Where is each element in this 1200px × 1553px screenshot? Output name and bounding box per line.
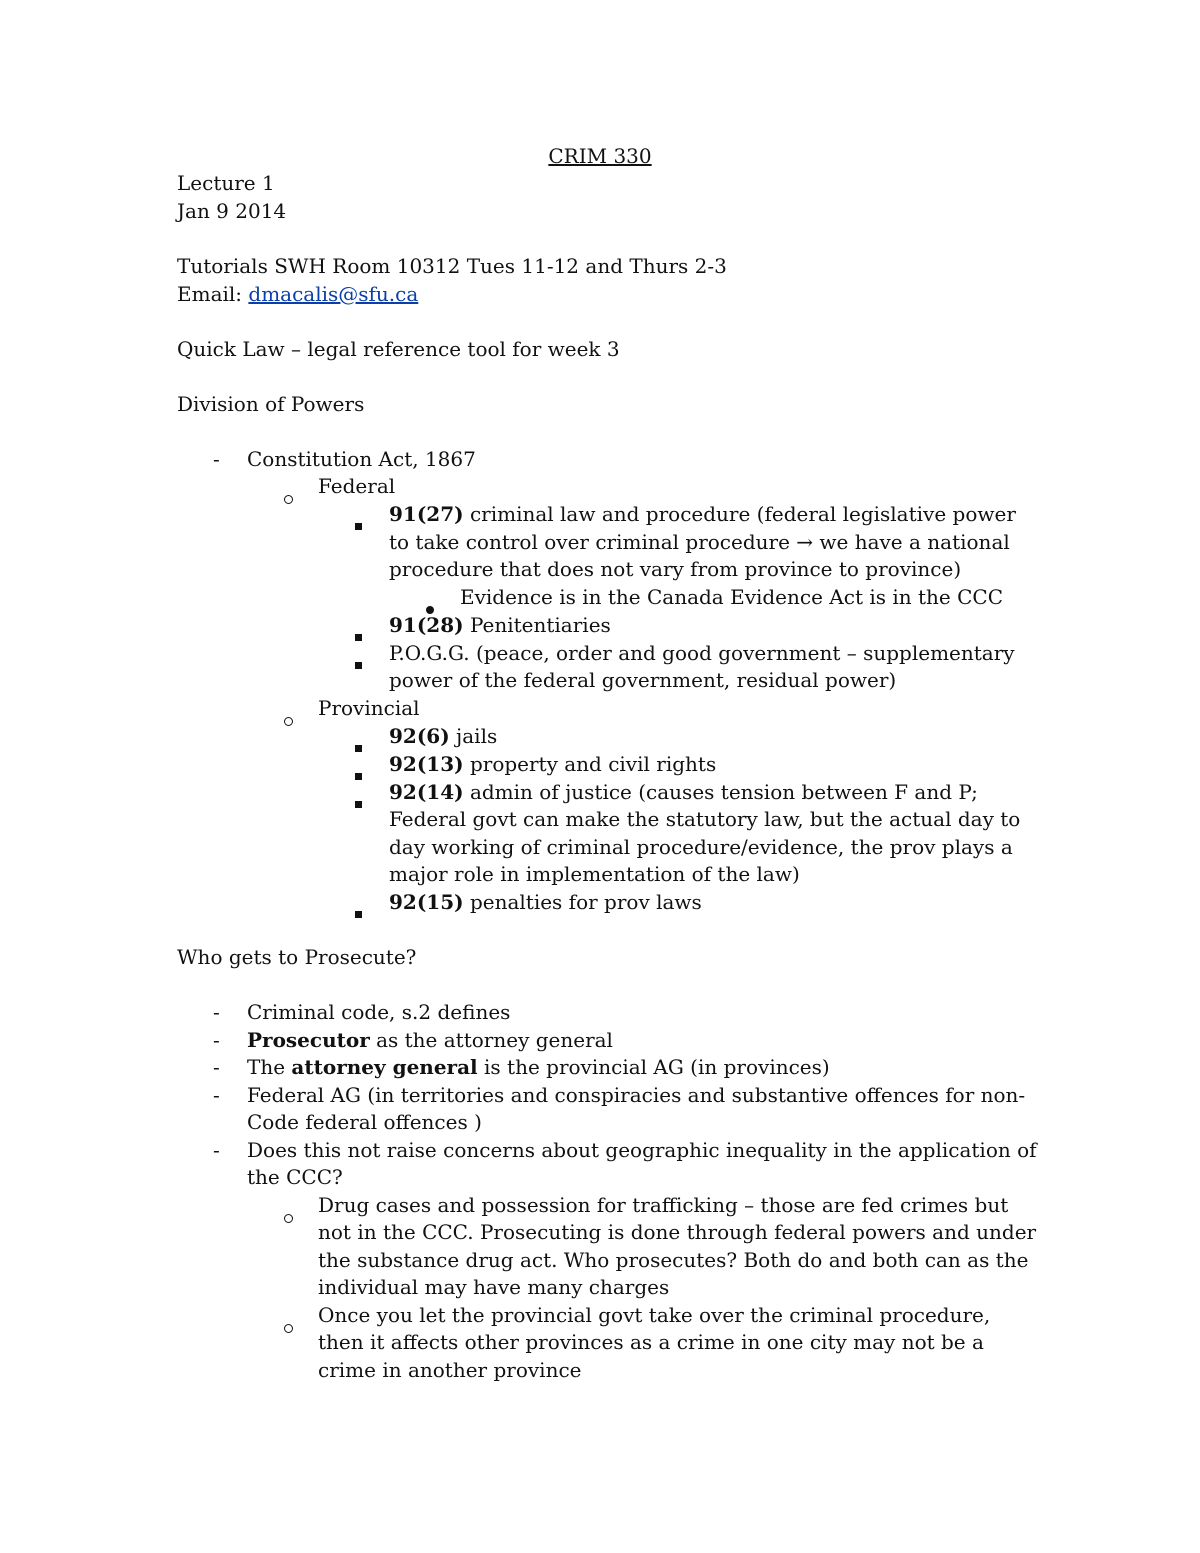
dash-bullet: -	[213, 1000, 220, 1024]
prosecute-heading: Who gets to Prosecute?	[177, 945, 417, 969]
email-label: Email:	[177, 282, 249, 306]
division-heading: Division of Powers	[177, 392, 365, 416]
dash-bullet: -	[213, 1028, 220, 1052]
section-text: property and civil rights	[463, 752, 717, 776]
lecture-date: Jan 9 2014	[177, 199, 287, 223]
dash-bullet: -	[213, 1138, 220, 1162]
section-code: 91(27)	[389, 502, 464, 526]
section-text: penalties for prov laws	[463, 890, 702, 914]
list-item-drug-cases-line4: individual may have many charges	[318, 1275, 670, 1299]
term-prosecutor: Prosecutor	[247, 1028, 370, 1052]
list-item-92-6	[389, 723, 497, 751]
section-text: jails	[449, 724, 498, 748]
term-text: is the provincial AG (in provinces)	[477, 1055, 830, 1079]
section-code: 92(6)	[389, 724, 450, 748]
square-bullet-icon	[355, 649, 362, 677]
section-text: criminal law and procedure (federal legislative power	[463, 502, 1016, 526]
list-item-inequality-line2: the CCC?	[247, 1165, 343, 1189]
tutorials-info: Tutorials SWH Room 10312 Tues 11-12 and Thurs 2-3	[177, 254, 727, 278]
list-item-92-14-line4: major role in implementation of the law)	[389, 862, 800, 886]
square-bullet-icon	[355, 898, 362, 926]
list-item-federal: Federal	[318, 474, 396, 498]
lecture-number: Lecture 1	[177, 171, 275, 195]
list-item-provincial-takeover: Once you let the provincial govt take over the criminal procedure,	[318, 1303, 991, 1327]
term-attorney-general: attorney general	[291, 1055, 478, 1079]
circle-bullet-icon	[284, 484, 293, 512]
list-item-constitution: Constitution Act, 1867	[247, 447, 476, 471]
section-code: 92(15)	[389, 890, 464, 914]
email-link[interactable]: dmacalis@sfu.ca	[248, 282, 419, 306]
square-bullet-icon	[355, 621, 362, 649]
term-prefix: The	[247, 1055, 292, 1079]
list-item-inequality: Does this not raise concerns about geographic inequality in the application of	[247, 1138, 1037, 1162]
dash-bullet: -	[213, 447, 220, 471]
square-bullet-icon	[355, 788, 362, 816]
list-item-91-27-line2: to take control over criminal procedure → we have a national	[389, 530, 1010, 554]
list-item-91-28	[389, 612, 611, 640]
list-item-drug-cases-line2: not in the CCC. Prosecuting is done through federal powers and under	[318, 1220, 1037, 1244]
square-bullet-icon	[355, 732, 362, 760]
section-code: 92(14)	[389, 780, 464, 804]
list-item-evidence: Evidence is in the Canada Evidence Act is in the CCC	[460, 585, 1004, 609]
list-item-drug-cases-line3: the substance drug act. Who prosecutes? Both do and both can as the	[318, 1248, 1029, 1272]
circle-bullet-icon	[284, 1203, 293, 1231]
list-item-92-14	[389, 779, 978, 807]
square-bullet-icon	[355, 510, 362, 538]
list-item-pogg-line2: power of the federal government, residual power)	[389, 668, 897, 692]
list-item-provincial-takeover-line3: crime in another province	[318, 1358, 582, 1382]
circle-bullet-icon	[284, 706, 293, 734]
list-item-91-27-line3: procedure that does not vary from province to province)	[389, 557, 962, 581]
list-item-drug-cases: Drug cases and possession for trafficking – those are fed crimes but	[318, 1193, 1009, 1217]
email-line	[177, 281, 418, 309]
dash-bullet: -	[213, 1083, 220, 1107]
dash-bullet: -	[213, 1055, 220, 1079]
list-item-92-14-line2: Federal govt can make the statutory law, but the actual day to	[389, 807, 1021, 831]
section-text: Penitentiaries	[463, 613, 611, 637]
list-item-92-13	[389, 751, 716, 779]
circle-bullet-icon	[284, 1313, 293, 1341]
list-item-criminal-code: Criminal code, s.2 defines	[247, 1000, 511, 1024]
list-item-attorney-general	[247, 1054, 830, 1082]
quicklaw-line: Quick Law – legal reference tool for week 3	[177, 337, 620, 361]
list-item-federal-ag: Federal AG (in territories and conspiracies and substantive offences for non-	[247, 1083, 1026, 1107]
section-code: 91(28)	[389, 613, 464, 637]
list-item-federal-ag-line2: Code federal offences )	[247, 1110, 482, 1134]
list-item-prosecutor	[247, 1027, 613, 1055]
list-item-pogg: P.O.G.G. (peace, order and good government – supplementary	[389, 641, 1015, 665]
doc-title: CRIM 330	[548, 144, 652, 168]
section-text: admin of justice (causes tension between F and P;	[463, 780, 978, 804]
list-item-provincial: Provincial	[318, 696, 420, 720]
list-item-91-27	[389, 501, 1016, 529]
term-text: as the attorney general	[369, 1028, 613, 1052]
list-item-provincial-takeover-line2: then it affects other provinces as a crime in one city may not be a	[318, 1330, 984, 1354]
list-item-92-14-line3: day working of criminal procedure/evidence, the prov plays a	[389, 835, 1013, 859]
section-code: 92(13)	[389, 752, 464, 776]
square-bullet-icon	[355, 760, 362, 788]
list-item-92-15	[389, 889, 702, 917]
